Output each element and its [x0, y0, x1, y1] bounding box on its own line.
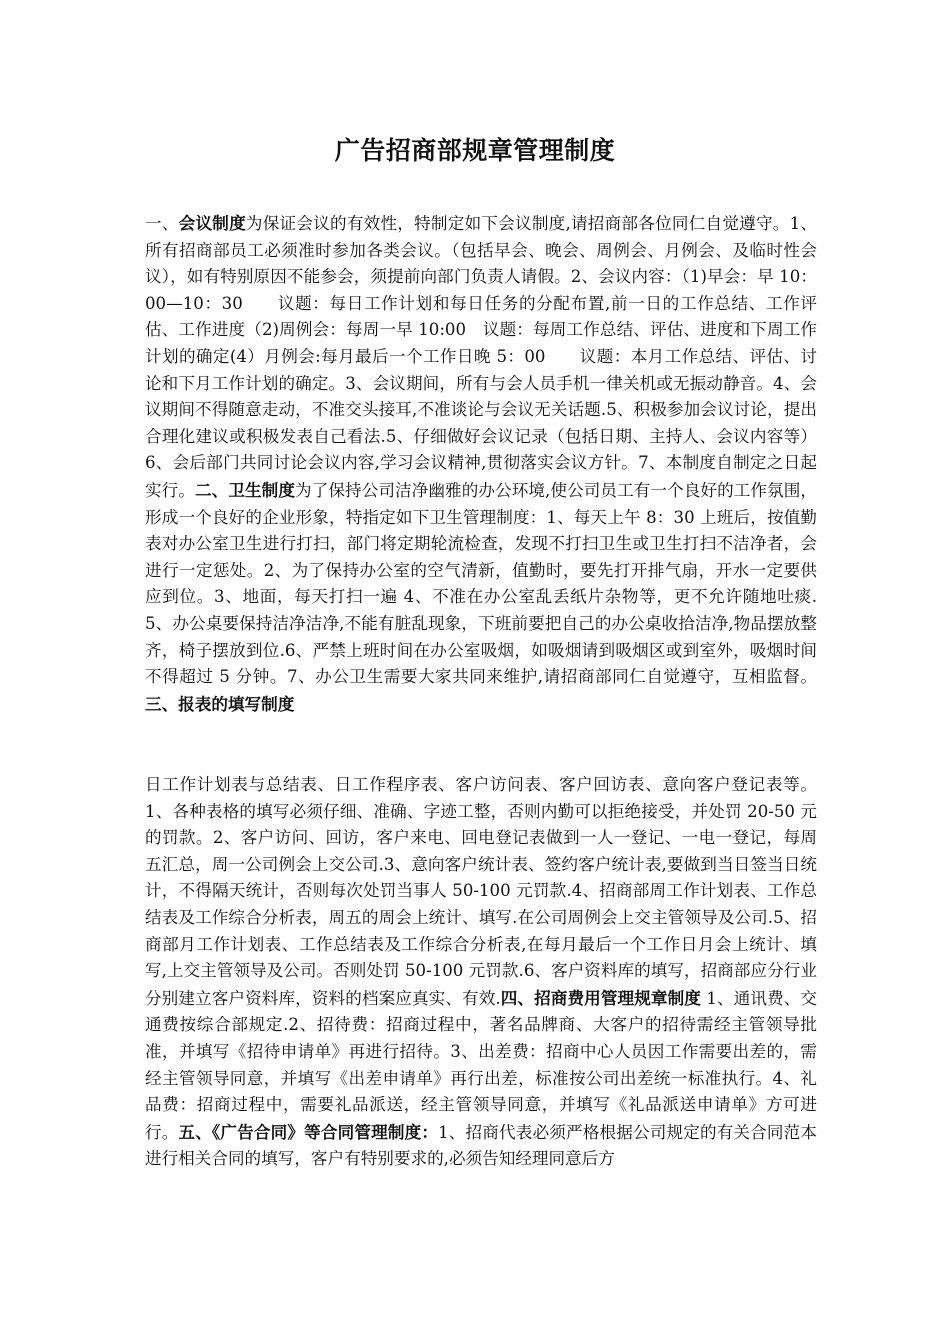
- section-2-heading: 二、卫生制度: [195, 479, 296, 500]
- section-4-heading: 四、招商费用管理规章制度: [500, 987, 701, 1008]
- paragraph-2: [145, 772, 817, 1173]
- section-5-text: 1、招商代表必须严格根据公司规定的有关合同范本进行相关合同的填写，客户有特别要求的,必须告知经理同意后方: [145, 1122, 818, 1169]
- section-3-text: 日工作计划表与总结表、日工作程序表、客户访问表、客户回访表、意向客户登记表等。1、各种表格的填写必须仔细、准确、字迹工整，否则内勤可以拒绝接受，并处罚 20-50 元的罚款。2、客户访问、回访，客户来电、回电登记表做到一人一登记、一电一登记，每周五汇总，周一公司例会上交公司.3、意向客户统计表、签约客户统计表,要做到当日签当日统计，不得隔天统计，否则每次处罚当事人 50-100 元罚款.4、招商部周工作计划表、工作总结表及工作综合分析表，周五的周会上统计、填写.在公司周例会上交主管领导及公司.5、招商部月工作计划表、工作总结表及工作综合分析表,在每月最后一个工作日月会上统计、填写,上交主管领导及公司。否则处罚 50-100 元罚款.6、客户资料库的填写，招商部应分行业分别建立客户资料库，资料的档案应真实、有效.: [145, 775, 817, 1008]
- section-1-heading: 会议制度: [178, 213, 246, 233]
- section-1-prefix: 一、: [145, 214, 179, 233]
- section-4-text: 1、通讯费、交通费按综合部规定.2、招待费：招商过程中，著名品牌商、大客户的招待需经主管领导批准，并填写《招待申请单》再进行招待。3、出差费：招商中心人员因工作需要出差的，需经主管领导同意，并填写《出差申请单》再行出差，标准按公司出差统一标准执行。4、礼品费：招商过程中，需要礼品派送，经主管领导同意，并填写《礼品派送申请单》方可进行。: [145, 988, 817, 1142]
- document-title: 广告招商部规章管理制度: [334, 136, 616, 165]
- section-2-text: 为了保持公司洁净幽雅的办公环境,使公司员工有一个良好的工作氛围，形成一个良好的企业形象，特指定如下卫生管理制度：1、每天上午 8：30 上班后，按值勤表对办公室卫生进行打扫，部门将定期轮流检查，发现不打扫卫生或卫生打扫不洁净者，会进行一定惩处。2、为了保持办公室的空气清新，值勤时，要先打开排气扇，开水一定要供应到位。3、地面，每天打扫一遍 4、不准在办公室乱丢纸片杂物等，更不允许随地吐痰.5、办公桌要保持洁净洁净,不能有脏乱现象，下班前要把自己的办公桌收拾洁净,物品摆放整齐，椅子摆放到位.6、严禁上班时间在办公室吸烟，如吸烟请到吸烟区或到室外，吸烟时间不得超过 5 分钟。7、办公卫生需要大家共同来维护,请招商部同仁自觉遵守，互相监督。: [145, 480, 818, 687]
- section-5-heading: 五、《广告合同》等合同管理制度：: [178, 1121, 439, 1142]
- section-1-text: 为保证会议的有效性，特制定如下会议制度,请招商部各位同仁自觉遵守。1、所有招商部员工必须准时参加各类会议。（包括早会、晚会、周例会、月例会、及临时性会议），如有特别原因不能参会，须提前向部门负责人请假。2、会议内容：（1)早会：早 10：00—10：30 议题：每日工作计划和每日任务的分配布置,前一日的工作总结、工作评估、工作进度（2)周例会：每周一早 10:00 议题：每周工作总结、评估、进度和下周工作计划的确定(4）月例会:每月最后一个工作日晚 5：00 议题：本月工作总结、评估、讨论和下月工作计划的确定。3、会议期间，所有与会人员手机一律关机或无振动静音。4、会议期间不得随意走动，不准交头接耳,不准谈论与会议无关话题.5、积极参加会议讨论，提出合理化建议或积极发表自己看法.5、仔细做好会议记录（包括日期、主持人、会议内容等）6、会后部门共同讨论会议内容,学习会议精神,贯彻落实会议方针。7、本制度自制定之日起实行。: [145, 214, 817, 500]
- paragraph-1: [145, 210, 817, 718]
- section-3-heading: 三、报表的填写制度: [145, 693, 295, 714]
